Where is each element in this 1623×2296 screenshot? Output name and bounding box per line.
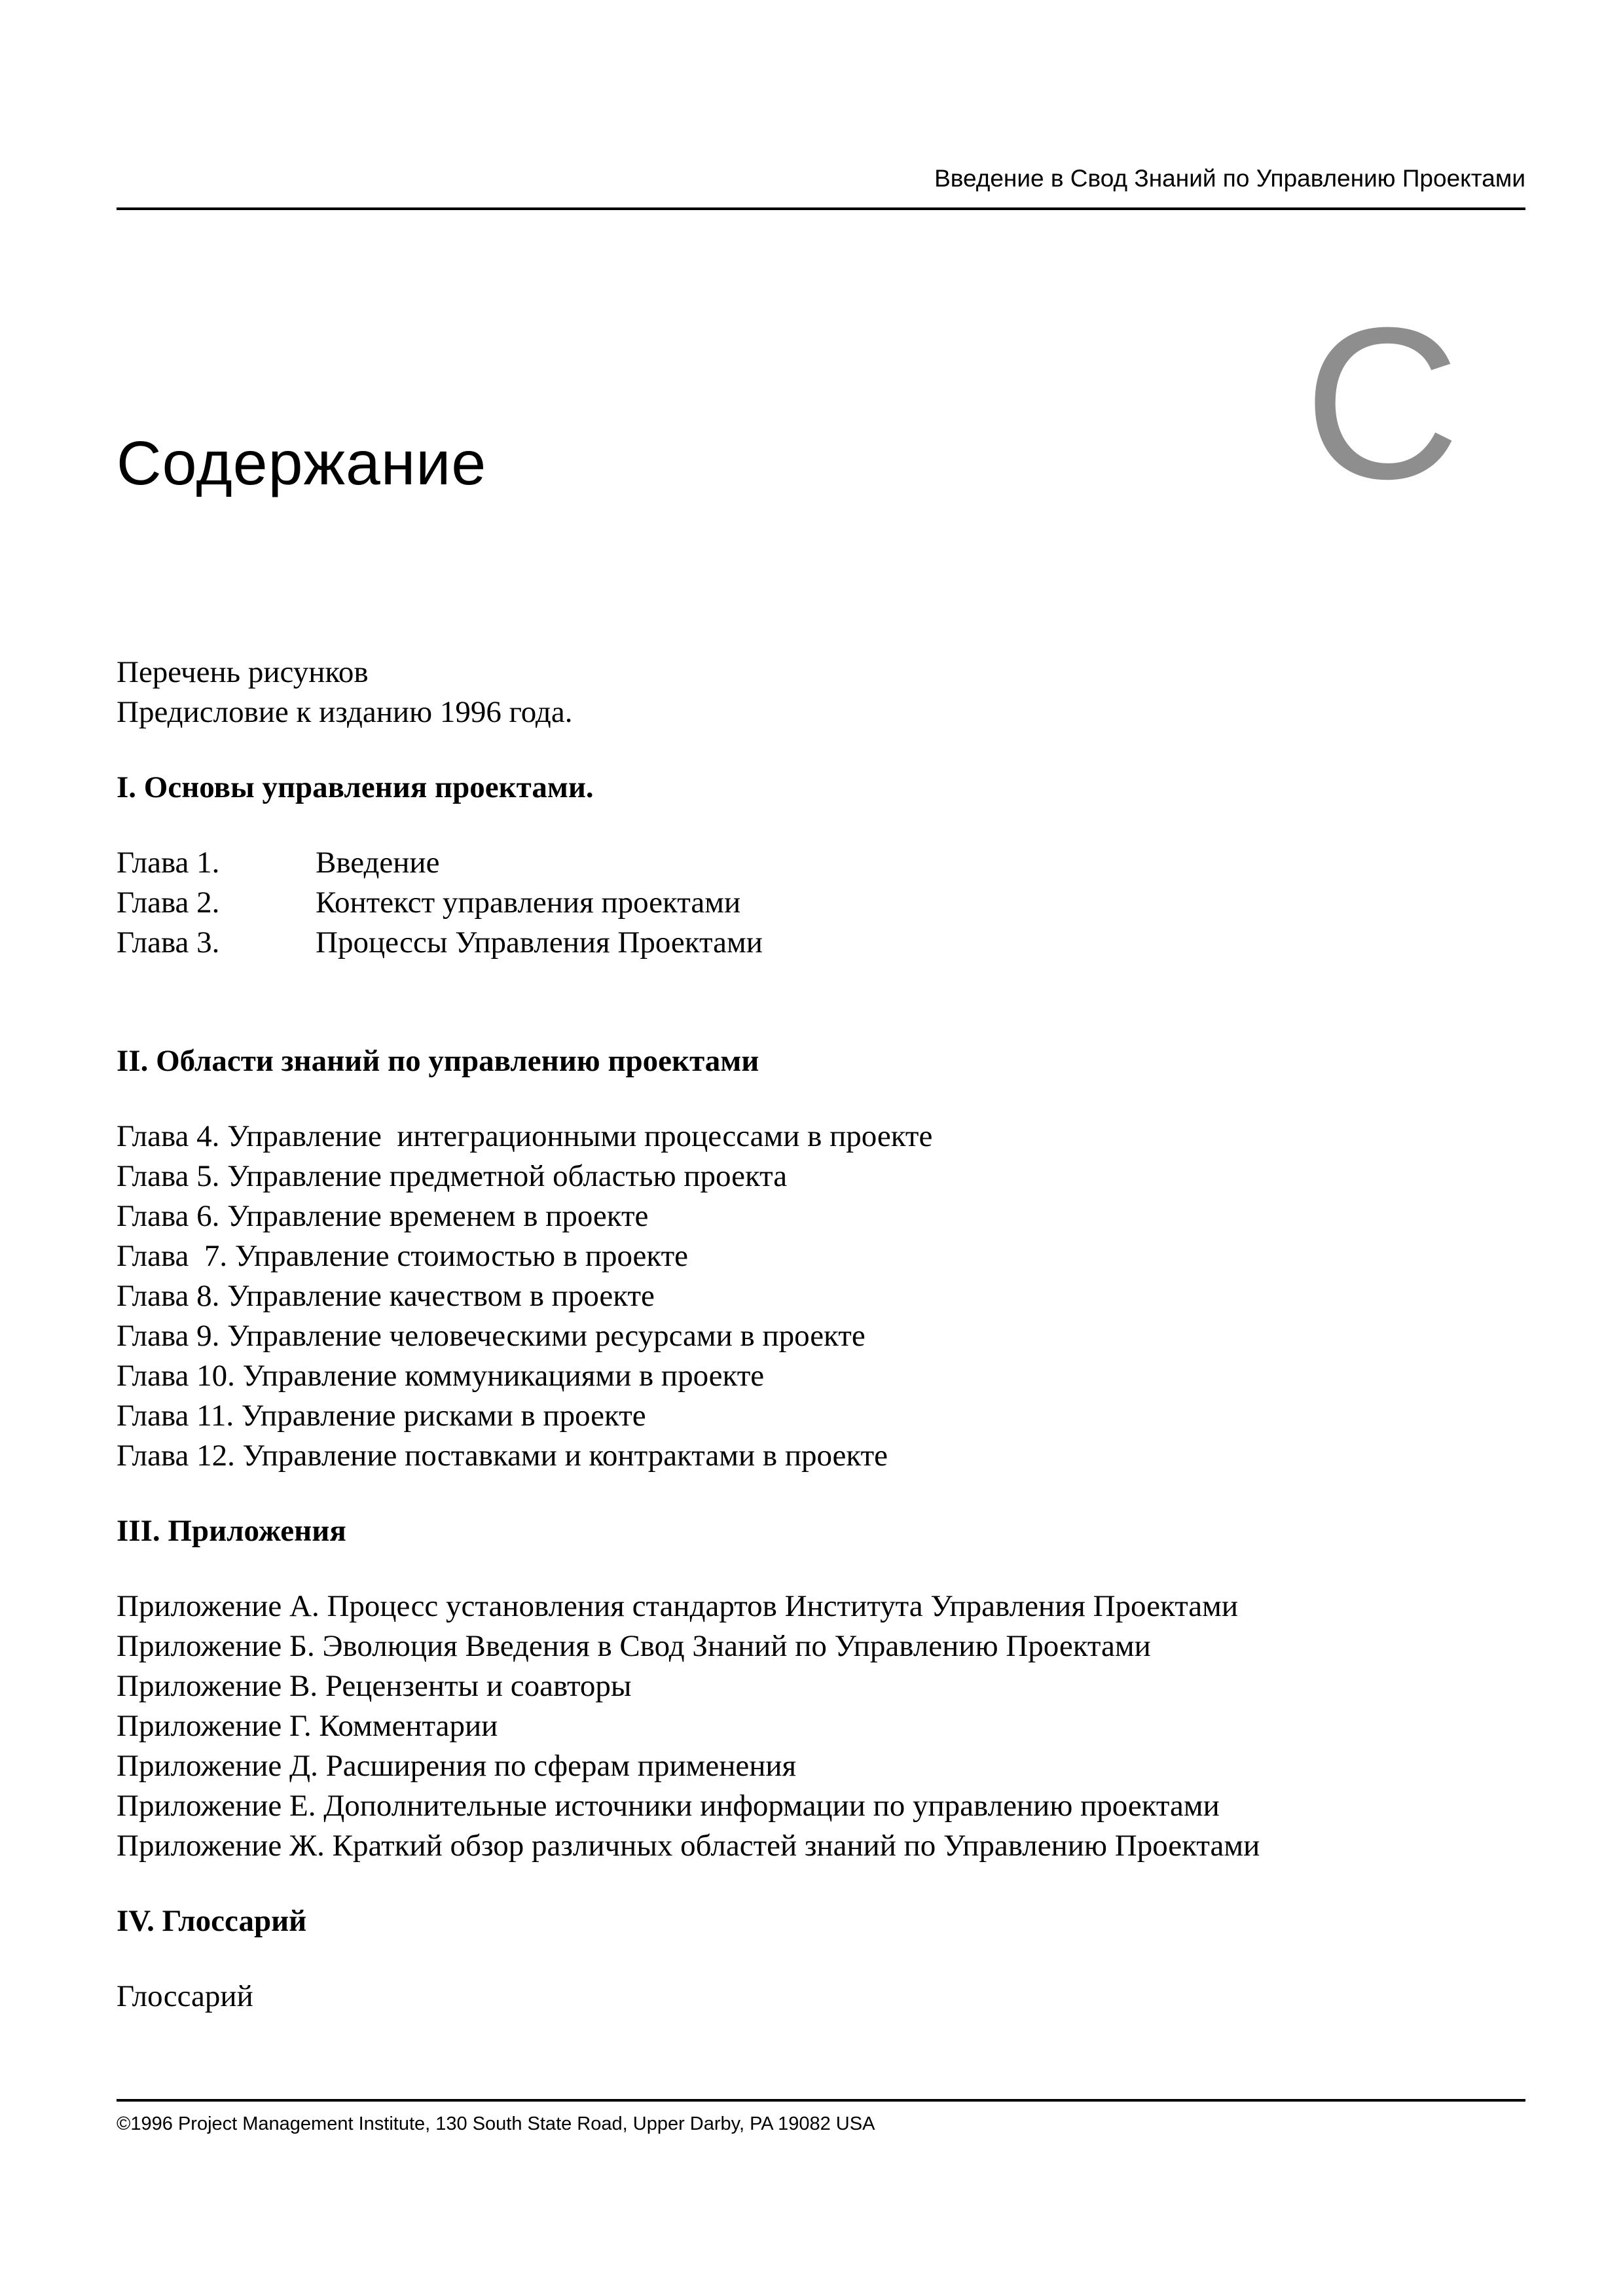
- page-title: Содержание: [117, 429, 487, 498]
- footer-rule: [117, 2099, 1525, 2102]
- footer-copyright: ©1996 Project Management Institute, 130 South State Road, Upper Darby, PA 19082 USA: [117, 2113, 875, 2134]
- toc-entry: Глава 6. Управление временем в проекте: [117, 1199, 649, 1233]
- frontmatter-line: Перечень рисунков: [117, 655, 369, 689]
- toc-entry: Приложение Д. Расширения по сферам применения: [117, 1749, 797, 1783]
- chapter-label: Глава 2.: [117, 886, 220, 920]
- chapter-label: Глава 3.: [117, 925, 220, 960]
- section-heading-part4: IV. Глоссарий: [117, 1904, 307, 1938]
- toc-entry: Приложение Ж. Краткий обзор различных областей знаний по Управлению Проектами: [117, 1829, 1260, 1863]
- frontmatter-line: Предисловие к изданию 1996 года.: [117, 695, 573, 729]
- toc-entry: Приложение Б. Эволюция Введения в Свод Знаний по Управлению Проектами: [117, 1629, 1151, 1663]
- toc-entry: Глоссарий: [117, 1979, 253, 2013]
- toc-entry: Глава 10. Управление коммуникациями в проекте: [117, 1359, 765, 1393]
- toc-entry: Приложение В. Рецензенты и соавторы: [117, 1669, 632, 1703]
- toc-entry: [117, 883, 1525, 923]
- toc-entry: Глава 7. Управление стоимостью в проекте: [117, 1239, 689, 1273]
- toc-entry: Глава 4. Управление интеграционными процессами в проекте: [117, 1119, 933, 1153]
- toc-entry: [117, 923, 1525, 963]
- chapter-title: Введение: [316, 846, 440, 880]
- section-heading-part2: II. Области знаний по управлению проектами: [117, 1044, 759, 1078]
- toc-entry: [117, 843, 1525, 883]
- chapter-label: Глава 1.: [117, 846, 220, 880]
- page-footer: [117, 2099, 1525, 2136]
- page-content: [117, 0, 1525, 2296]
- toc-entry: Глава 11. Управление рисками в проекте: [117, 1399, 646, 1433]
- toc-entry: Приложение Г. Комментарии: [117, 1709, 498, 1743]
- toc-entry: Приложение Е. Дополнительные источники информации по управлению проектами: [117, 1789, 1220, 1823]
- chapter-title: Контекст управления проектами: [316, 886, 741, 920]
- section-heading-part3: III. Приложения: [117, 1514, 346, 1548]
- running-header: Введение в Свод Знаний по Управлению Проектами: [934, 165, 1525, 192]
- title-area: [117, 210, 1525, 653]
- chapter-letter: С: [1304, 282, 1460, 524]
- toc-entry: Глава 12. Управление поставками и контрактами в проекте: [117, 1439, 888, 1473]
- toc-entry: Глава 5. Управление предметной областью проекта: [117, 1159, 788, 1193]
- section-heading-part1: I. Основы управления проектами.: [117, 770, 594, 804]
- toc-entry: Приложение А. Процесс установления стандартов Института Управления Проектами: [117, 1589, 1239, 1623]
- toc-entry: Глава 8. Управление качеством в проекте: [117, 1279, 655, 1313]
- chapter-title: Процессы Управления Проектами: [316, 925, 763, 960]
- toc-entry: Глава 9. Управление человеческими ресурсами в проекте: [117, 1319, 866, 1353]
